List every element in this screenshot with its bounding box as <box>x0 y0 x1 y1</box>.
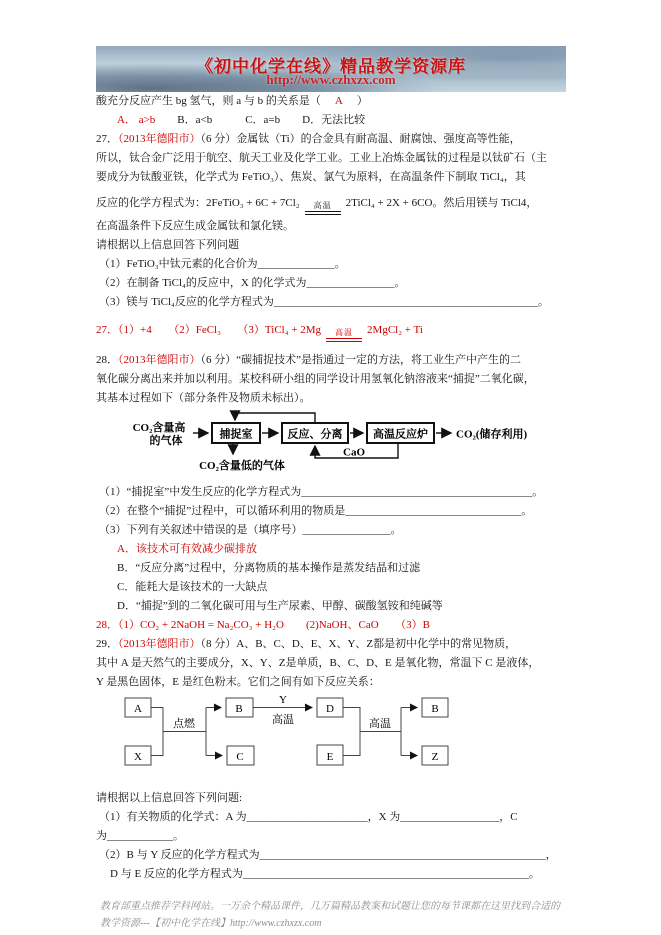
box-d-label: D <box>326 703 334 715</box>
q27-answer-right: 2MgCl₂ + Ti <box>367 324 423 336</box>
y-over-arrow-label: Y <box>279 694 287 706</box>
q27-sub2: （2）在制备 TiCl₄的反应中，X 的化学式为________________。 <box>99 277 406 289</box>
q29-prompt: 请根据以上信息回答下列问题: <box>96 792 243 804</box>
q27-answer-line <box>96 317 566 343</box>
q28-sub3: （3）下列有关叙述中错误的是（填序号）________________。 <box>99 524 402 536</box>
q27-number: 27． <box>96 133 118 145</box>
input-gas-label-line1: CO₂含量高 <box>132 422 186 434</box>
q29-line-3: Y 是黑色固体，E 是红色粉末。它们之间有如下反应关系： <box>96 676 380 688</box>
q27-intro: （6 分）金属钛（Ti）的合金具有耐高温、耐腐蚀、强度高等性能， <box>200 133 521 145</box>
q27-line-2: 所以，钛合金广泛用于航空、航天工业及化学工业。工业上冶炼金属钛的过程是以钛矿石（主 <box>96 152 547 164</box>
q26-stem-close: ） <box>356 95 368 107</box>
q29-sub1a: （1）有关物质的化学式：A 为______________________，X 为__________________，C <box>99 811 518 823</box>
low-gas-label: CO₂含量低的气体 <box>199 460 285 472</box>
banner-title: 《初中化学在线》精品教学资源库 <box>196 57 466 76</box>
cao-label: CaO <box>343 446 365 459</box>
right-joiner <box>343 708 360 756</box>
output-label: CO₂(储存利用) <box>456 428 528 441</box>
q26-options <box>96 111 566 130</box>
q27-sub1: （1）FeTiO₃中钛元素的化合价为______________。 <box>99 258 346 270</box>
q28-line-3: 其基本过程如下（部分条件及物质未标出）。 <box>96 392 311 404</box>
q26-options-rest: B．a<b C．a=b D．无法比较 <box>155 114 366 126</box>
q27-sub3: （3）镁与 TiCl₄反应的化学方程式为________________________________________________。 <box>99 296 549 308</box>
q27-line-3: 要成分为钛酸亚铁，化学式为 FeTiO₃）、焦炭、氯气为原料，在高温条件下制取 TiCl₄，其 <box>96 171 526 183</box>
q26-stem-text: 酸充分反应产生 bg 氢气，则 a 与 b 的关系是（ <box>96 95 321 107</box>
q27-eq-right: 2TiCl₄ + 2X + 6CO。然后用镁与 TiCl4， <box>345 197 538 209</box>
q29-sub2b: D 与 E 反应的化学方程式为____________________________________________________。 <box>99 868 540 880</box>
q28-line-1 <box>96 351 566 370</box>
box-c-label: C <box>236 751 244 763</box>
furnace-label: 高温反应炉 <box>373 428 428 441</box>
condition-label: 高温 <box>335 328 354 337</box>
q28-option-d: D．“捕捉”到的二氧化碳可用与生产尿素、甲醇、碳酸氢铵和纯碱等 <box>117 600 443 612</box>
q28-sub1: （1）“捕捉室”中发生反应的化学方程式为__________________________________________。 <box>99 486 544 498</box>
reaction-condition <box>305 202 341 215</box>
q29-source: （2013年德阳市） <box>118 638 201 650</box>
q26-stem-tail <box>96 92 566 111</box>
recycle-naoh-path <box>235 413 315 423</box>
box-z-label: Z <box>431 751 439 763</box>
carbon-capture-flow-diagram <box>96 410 566 479</box>
box-b-label: B <box>235 703 243 715</box>
relationship-diagram-svg <box>96 694 566 774</box>
q27-answer-left: 27．（1）+4 （2）FeCl₃ （3）TiCl₄ + 2Mg <box>96 324 322 336</box>
hot-under-arrow-label: 高温 <box>272 714 294 726</box>
left-joiner <box>151 708 163 756</box>
q28-answer-line: 28．（1）CO₂ + 2NaOH = Na₂CO₃ + H₂O (2)NaOH、CaO （3）B <box>96 619 430 631</box>
q28-line-2: 氧化碳分离出来并加以利用。某校科研小组的同学设计用氢氧化钠溶液来“捕捉”二氧化碳， <box>96 373 535 385</box>
condition-label: 高温 <box>313 201 332 210</box>
reaction-condition <box>326 329 362 342</box>
reaction-relationship-diagram <box>96 694 566 779</box>
q27-line-5: 在高温条件下反应生成金属钛和氯化镁。 <box>96 220 294 232</box>
box-a-label: A <box>134 703 142 715</box>
footer-line-2: 教学资源---【初中化学在线】http://www.czhxzx.com <box>100 918 322 929</box>
flow-diagram-svg <box>96 410 566 474</box>
react-separate-label: 反应、分离 <box>287 428 343 441</box>
box-e-label: E <box>326 751 334 763</box>
q27-line-1 <box>96 130 566 149</box>
q29-number: 29． <box>96 638 118 650</box>
hot-label-2: 高温 <box>369 718 391 730</box>
q27-equation-line <box>96 190 566 216</box>
capture-room-label: 捕捉室 <box>219 428 253 441</box>
q28-source: （2013年德阳市） <box>118 354 201 366</box>
q28-option-c: C．能耗大是该技术的一大缺点 <box>117 581 268 593</box>
q28-sub2: （2）在整个“捕捉”过程中，可以循环利用的物质是________________________________。 <box>99 505 533 517</box>
q29-line-1 <box>96 635 566 654</box>
q28-intro: （6 分）“碳捕捉技术”是指通过一定的方法，将工业生产中产生的二 <box>200 354 522 366</box>
page-content <box>96 46 566 932</box>
q28-number: 28． <box>96 354 118 366</box>
q27-eq-left: 反应的化学方程式为：2FeTiO₃ + 6C + 7Cl₂ <box>96 197 300 209</box>
banner-url: http://www.czhxzx.com <box>266 72 396 87</box>
q29-line-2: 其中 A 是天然气的主要成分，X、Y、Z是单质，B、C、D、E 是氧化物，常温下 C 是液体， <box>96 657 540 669</box>
q29-intro: （8 分）A、B、C、D、E、X、Y、Z都是初中化学中的常见物质， <box>200 638 517 650</box>
q26-option-a: A． a>b <box>117 114 156 126</box>
q28-option-b: B．“反应分离”过程中，分离物质的基本操作是蒸发结晶和过滤 <box>117 562 421 574</box>
q27-source: （2013年德阳市） <box>118 133 201 145</box>
footer-line-1: 教育部重点推荐学科网站。一万余个精品课件，几万篇精品教案和试题让您的每节课都在这里找到合适的 <box>100 901 560 912</box>
box-x-label: X <box>134 751 142 763</box>
q27-prompt: 请根据以上信息回答下列问题 <box>96 239 239 251</box>
ignite-label: 点燃 <box>173 718 195 730</box>
page-footer <box>100 898 566 932</box>
double-line <box>305 211 341 215</box>
q29-sub1b: 为____________。 <box>96 830 184 842</box>
site-banner <box>96 46 566 92</box>
q28-option-a: A．该技术可有效减少碳排放 <box>117 543 257 555</box>
input-gas-label-line2: 的气体 <box>149 435 183 447</box>
q26-answer-letter: A <box>334 95 343 107</box>
double-line <box>326 338 362 342</box>
q29-sub2a: （2）B 与 Y 反应的化学方程式为____________________________________________________， <box>99 849 557 861</box>
box-b2-label: B <box>431 703 439 715</box>
